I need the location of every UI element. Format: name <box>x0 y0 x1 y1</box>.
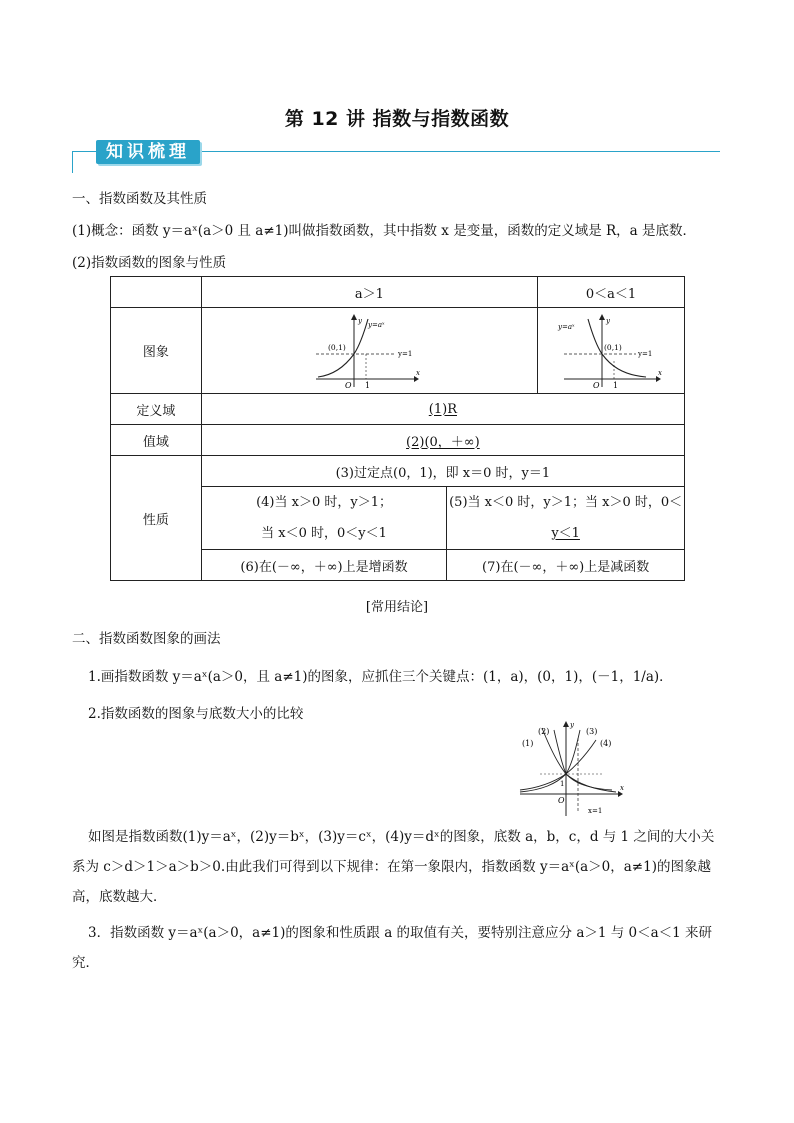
asymptote-label: y=1 <box>398 349 413 358</box>
decreasing-graph-svg <box>556 313 666 389</box>
origin-label: O <box>593 380 600 389</box>
curve-2-label: (2) <box>538 727 550 736</box>
x-label: x <box>658 368 662 377</box>
row-label-props: 性质 <box>111 456 202 581</box>
row-label-range: 值域 <box>111 425 202 456</box>
curve-1 <box>542 728 616 792</box>
prop5-line2: y＜1 <box>551 526 580 541</box>
item1-text: 1.画指数函数 y＝aˣ(a＞0，且 a≠1)的图象，应抓住三个关键点：(1，a)，(0，1)，(－1，1/a)． <box>88 669 673 685</box>
header-a-lt1: 0＜a＜1 <box>538 277 685 308</box>
curve-label: y=aˣ <box>558 322 575 331</box>
curve-4-label: (4) <box>600 739 612 748</box>
prop4-cell <box>201 487 447 550</box>
prop7-cell: (7)在(－∞，＋∞)上是减函数 <box>447 550 685 581</box>
y-label: y <box>358 316 363 325</box>
y-arrow <box>351 314 357 320</box>
increasing-graph-svg <box>314 313 424 389</box>
range-value <box>201 425 684 456</box>
corner-cell <box>111 277 202 308</box>
prop5-cell <box>447 487 685 550</box>
section2-heading: 二、指数函数图象的画法 <box>72 631 221 647</box>
y-label: y <box>570 721 574 729</box>
prop4-line1: (4)当 x＞0 时，y＞1； <box>256 495 392 510</box>
fixed-point: (3)过定点(0，1)，即 x＝0 时，y＝1 <box>201 456 684 487</box>
base-comparison-figure <box>512 718 632 818</box>
y-arrow <box>563 721 569 727</box>
graph-decreasing <box>538 308 685 394</box>
one-label: 1 <box>560 780 565 788</box>
prop6-cell: (6)在(－∞，＋∞)上是增函数 <box>201 550 447 581</box>
paragraph-note: 3．指数函数 y＝aˣ(a＞0，a≠1)的图象和性质跟 a 的取值有关，要特别注意应分 a＞1 与 0＜a＜1 来研究． <box>72 925 713 971</box>
one-label: 1 <box>365 380 371 389</box>
asymptote-label: y=1 <box>638 349 653 358</box>
curve-1-label: (1) <box>522 739 534 748</box>
graph-increasing <box>201 308 537 394</box>
point-label: (0,1) <box>604 342 622 352</box>
prop4-line2: 当 x＜0 时，0＜y＜1 <box>261 526 387 541</box>
origin-label: O <box>558 796 565 805</box>
properties-table <box>110 276 685 581</box>
domain-value <box>201 394 684 425</box>
y-label: y <box>606 316 610 325</box>
x-label: x <box>620 784 624 792</box>
section-banner: 知识梳理 <box>96 140 200 164</box>
row-label-domain: 定义域 <box>111 394 202 425</box>
x-label: x <box>416 368 421 377</box>
one-label: 1 <box>613 380 619 389</box>
y-arrow <box>599 314 605 320</box>
x-eq-1-label: x=1 <box>588 807 603 815</box>
section1-heading: 一、指数函数及其性质 <box>72 191 207 207</box>
banner-rule-left <box>72 151 73 173</box>
paragraph-comparison: 如图是指数函数(1)y＝aˣ，(2)y＝bˣ，(3)y＝cˣ，(4)y＝dˣ的图象，底数 a，b，c，d 与 1 之间的大小关系为 c＞d＞1＞a＞b＞0.由此我们可得到以下规律：在第一象限内，指数函数 y＝aˣ(a＞0，a≠1)的图象越高，底数越大． <box>72 829 715 905</box>
curve-3-label: (3) <box>586 727 598 736</box>
curve-label: y=aˣ <box>368 320 385 329</box>
origin-label: O <box>345 380 352 389</box>
range-text: (2)(0，＋∞) <box>406 434 480 450</box>
common-conclusion-caption: [常用结论] <box>365 600 429 615</box>
page-title: 第 12 讲 指数与指数函数 <box>284 108 510 130</box>
prop5-line1: (5)当 x＜0 时，y＞1；当 x＞0 时，0＜ <box>449 495 683 510</box>
concept-line: (1)概念：函数 y＝aˣ(a＞0 且 a≠1)叫做指数函数，其中指数 x 是变量，函数的定义域是 R，a 是底数． <box>72 223 697 239</box>
item2-text: 2.指数函数的图象与底数大小的比较 <box>88 706 304 722</box>
domain-text: (1)R <box>428 401 457 417</box>
graph-prop-heading: (2)指数函数的图象与性质 <box>72 255 227 271</box>
point-label: (0,1) <box>328 342 347 352</box>
row-label-graph: 图象 <box>111 308 202 394</box>
header-a-gt1: a＞1 <box>201 277 537 308</box>
